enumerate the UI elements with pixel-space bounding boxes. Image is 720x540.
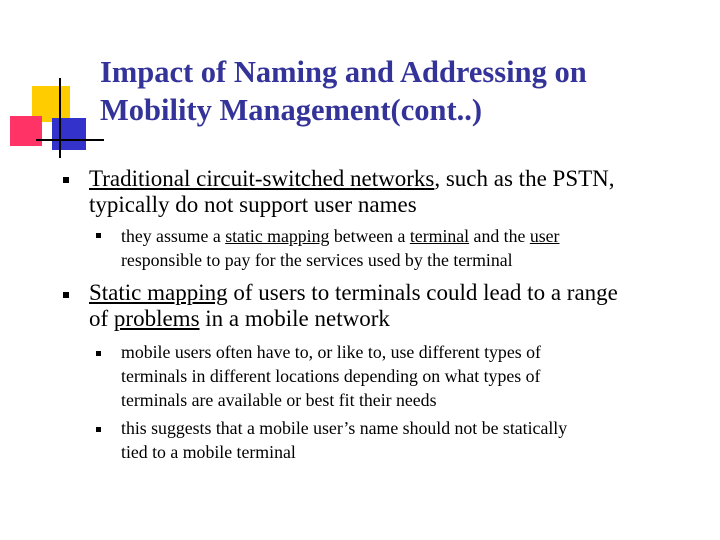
bullet-2-part1: of users to terminals could lead to a range (227, 280, 618, 305)
logo-red-square (10, 116, 42, 146)
bullet-1-text (89, 166, 709, 218)
bullet-1-1-underline2: terminal (409, 226, 470, 246)
bullet-2-1-line3: terminals are available or best fit their needs (121, 390, 437, 410)
logo-blue-square (52, 118, 86, 150)
title-line-1: Impact of Naming and Addressing on (100, 55, 587, 89)
bullet-1-1-part3: and the (469, 226, 530, 246)
sub-bullet-square-icon (96, 351, 101, 356)
bullet-2-2-line1: this suggests that a mobile user’s name should not be statically (121, 418, 568, 438)
bullet-2-1-text (121, 340, 711, 412)
title-line-2: Mobility Management(cont..) (100, 93, 483, 127)
bullet-2-underline2: problems (113, 306, 200, 331)
bullet-square-icon (63, 292, 69, 298)
bullet-1-1-underline1: static mapping (225, 226, 330, 246)
bullet-square-icon (63, 177, 69, 183)
bullet-2-2-text (121, 416, 711, 464)
bullet-1-1-text (121, 224, 711, 272)
bullet-2-underline1: Static mapping (89, 280, 228, 305)
bullet-2-1-line2: terminals in different locations depending on what types of (121, 366, 541, 386)
bullet-2-part2: of (89, 306, 114, 331)
bullet-2-1-line1: mobile users often have to, or like to, use different types of (121, 342, 541, 362)
bullet-1-1-part1: they assume a (121, 226, 226, 246)
sub-bullet-square-icon (96, 233, 101, 238)
bullet-1-1-underline3: user (529, 226, 560, 246)
bullet-2-text (89, 280, 709, 332)
bullet-1-1-line2: responsible to pay for the services used by the terminal (121, 250, 513, 270)
bullet-1-text-part: , such as the PSTN, (434, 166, 615, 191)
bullet-2-part3: in a mobile network (199, 306, 390, 331)
bullet-1-text-line2: typically do not support user names (89, 192, 417, 217)
bullet-2-2-line2: tied to a mobile terminal (121, 442, 296, 462)
bullet-1-1-part2: between a (329, 226, 410, 246)
sub-bullet-square-icon (96, 427, 101, 432)
slide-logo-graphic (0, 0, 110, 160)
bullet-1-underlined: Traditional circuit-switched networks (89, 166, 435, 191)
slide-title (100, 53, 710, 129)
